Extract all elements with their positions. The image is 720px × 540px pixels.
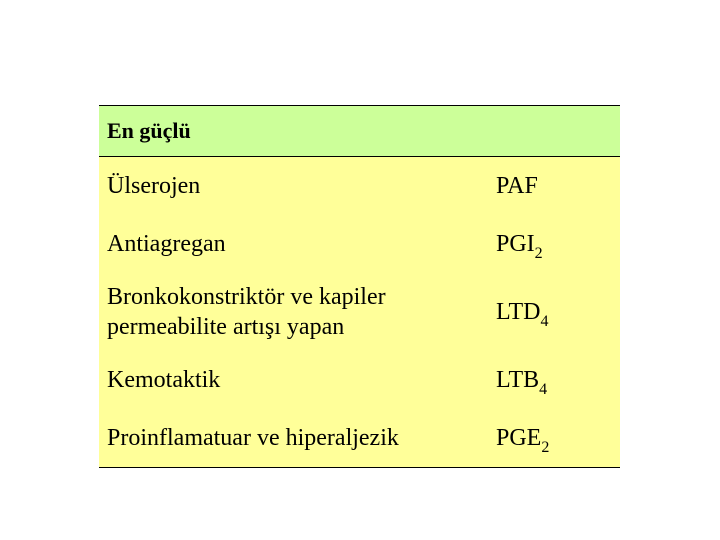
mediator-cell xyxy=(496,298,620,330)
mediator-cell xyxy=(496,366,620,398)
mediator-name: LTD xyxy=(496,298,541,325)
effect-cell: Proinflamatuar ve hiperaljezik xyxy=(107,425,399,451)
table-row xyxy=(99,157,620,215)
table-header xyxy=(99,106,620,157)
mediator-name: PGE xyxy=(496,424,542,451)
table-row xyxy=(99,273,620,351)
mediator-table xyxy=(99,105,620,468)
table-row xyxy=(99,409,620,467)
mediator-name: PAF xyxy=(496,172,538,199)
mediator-subscript: 2 xyxy=(541,438,550,456)
effect-cell: Antiagregan xyxy=(107,231,226,257)
mediator-cell xyxy=(496,424,620,456)
table-row xyxy=(99,215,620,273)
mediator-subscript: 4 xyxy=(540,312,549,330)
mediator-cell xyxy=(496,230,620,262)
effect-line: permeabilite artışı yapan xyxy=(107,314,345,340)
table-row xyxy=(99,351,620,409)
effect-cell xyxy=(99,282,496,342)
effect-cell: Ülserojen xyxy=(107,173,201,199)
mediator-subscript: 2 xyxy=(534,244,543,262)
mediator-subscript: 4 xyxy=(539,380,548,398)
mediator-name: PGI xyxy=(496,230,535,257)
mediator-cell xyxy=(496,173,620,200)
table-body xyxy=(99,157,620,467)
header-label: En güçlü xyxy=(107,118,191,143)
effect-line: Bronkokonstriktör ve kapiler xyxy=(107,284,386,310)
mediator-name: LTB xyxy=(496,366,540,393)
effect-cell: Kemotaktik xyxy=(107,367,221,393)
